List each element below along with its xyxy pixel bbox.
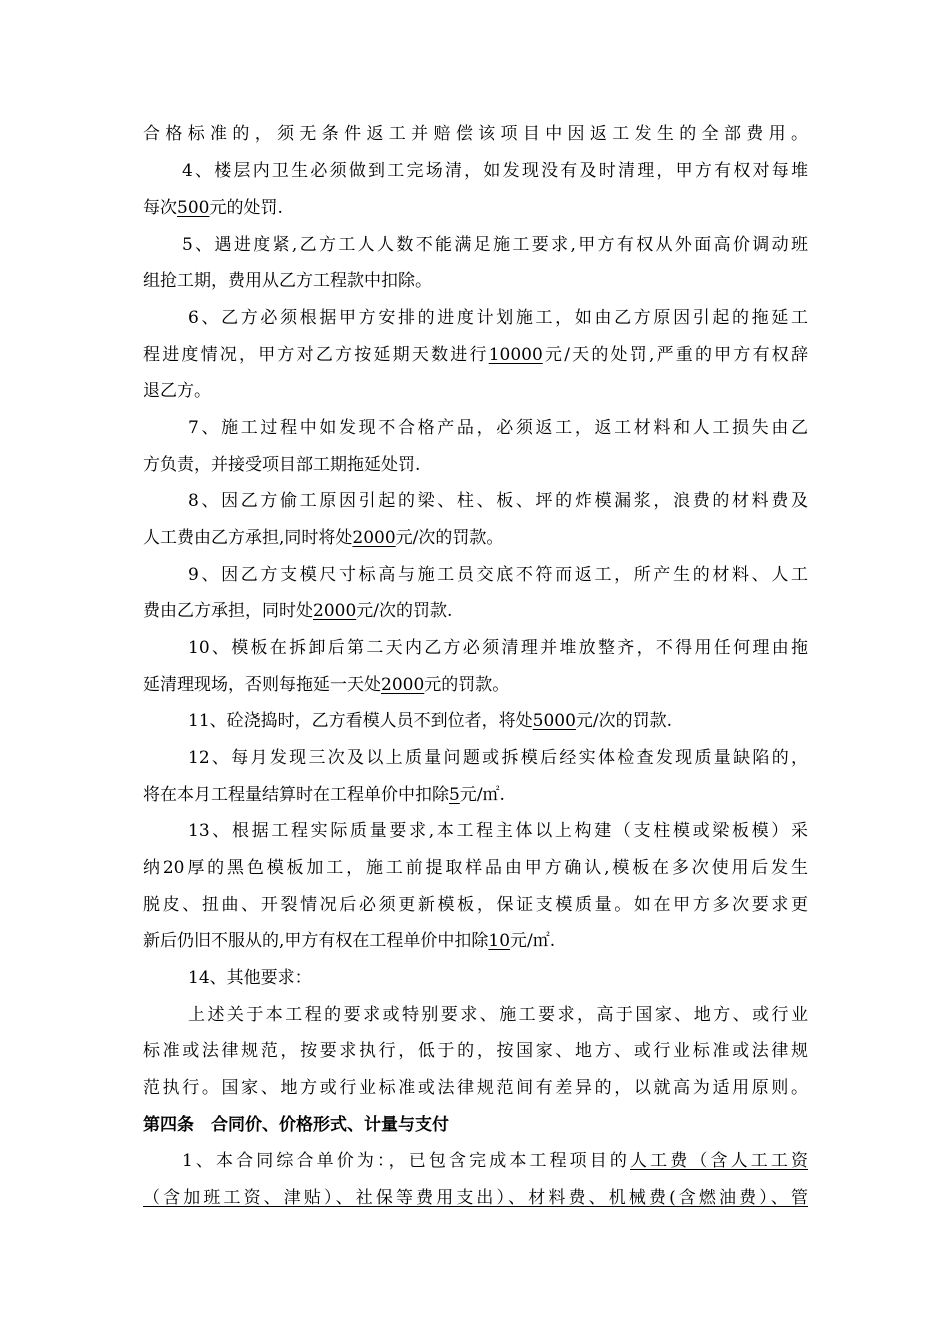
text-line: 脱皮、扭曲、开裂情况后必须更新模板，保证支模质量。如在甲方多次要求更 [143, 895, 808, 915]
penalty-amount: 2000 [381, 675, 425, 695]
clause-7-line: 7、施工过程中如发现不合格产品，必须返工，返工材料和人工损失由乙 [188, 418, 808, 438]
text-line: 范执行。国家、地方或行业标准或法律规范间有差异的，以就高为适用原则。 [143, 1078, 808, 1098]
text-line: 将在本月工程量结算时在工程单价中扣除5元/㎡. [143, 785, 505, 805]
text-line: 新后仍旧不服从的,甲方有权在工程单价中扣除10元/㎡. [143, 931, 556, 951]
text-line: 延清理现场，否则每拖延一天处2000元的罚款。 [143, 675, 510, 695]
clause-5-line: 5、遇进度紧,乙方工人人数不能满足施工要求,甲方有权从外面高价调动班 [182, 235, 808, 255]
clause-8-line: 8、因乙方偷工原因引起的梁、柱、板、坪的炸模漏浆，浪费的材料费及 [188, 491, 808, 511]
underlined-text: 人工费（含人工工资 [630, 1151, 808, 1171]
penalty-amount: 2000 [313, 601, 357, 621]
text-line: 合格标准的，须无条件返工并赔偿该项目中因返工发生的全部费用。 [143, 124, 808, 144]
text-line: 费由乙方承担，同时处2000元/次的罚款. [143, 601, 453, 621]
underlined-text: （含加班工资、津贴）、社保等费用支出）、材料费、机械费(含燃油费）、管 [143, 1188, 808, 1208]
text-line: 程进度情况，甲方对乙方按延期天数进行10000元/天的处罚,严重的甲方有权辞 [143, 345, 808, 365]
deduction-amount: 10 [488, 931, 511, 951]
text-line: 标准或法律规范，按要求执行，低于的，按国家、地方、或行业标准或法律规 [143, 1041, 808, 1061]
penalty-amount: 500 [177, 198, 210, 218]
text-line [143, 1187, 808, 1209]
section-heading: 第四条 合同价、价格形式、计量与支付 [143, 1115, 449, 1135]
text-line: 退乙方。 [143, 381, 211, 401]
text-line: 上述关于本工程的要求或特别要求、施工要求，高于国家、地方、或行业 [188, 1005, 808, 1025]
text-line: 纳20厚的黑色模板加工，施工前提取样品由甲方确认,模板在多次使用后发生 [143, 858, 808, 878]
text-line: 人工费由乙方承担,同时将处2000元/次的罚款。 [143, 528, 504, 548]
text-line: 方负责，并接受项目部工期拖延处罚. [143, 455, 421, 475]
clause-13-line: 13、根据工程实际质量要求,本工程主体以上构建（支柱模或梁板模）采 [188, 821, 808, 841]
clause-11-line: 11、砼浇捣时，乙方看模人员不到位者，将处5000元/次的罚款. [188, 711, 673, 731]
clause-6-line: 6、乙方必须根据甲方安排的进度计划施工，如由乙方原因引起的拖延工 [188, 308, 808, 328]
clause-9-line: 9、因乙方支模尺寸标高与施工员交底不符而返工，所产生的材料、人工 [188, 565, 808, 585]
clause-1-line: 1、本合同综合单价为：，已包含完成本工程项目的人工费（含人工工资 [182, 1151, 808, 1171]
text-line: 组抢工期，费用从乙方工程款中扣除。 [143, 271, 432, 291]
penalty-amount: 2000 [352, 528, 396, 548]
text-line: 每次500元的处罚. [143, 198, 283, 218]
penalty-amount: 5000 [532, 711, 576, 731]
deduction-amount: 5 [449, 785, 460, 805]
clause-10-line: 10、模板在拆卸后第二天内乙方必须清理并堆放整齐，不得用任何理由拖 [188, 638, 808, 658]
clause-14-line: 14、其他要求： [188, 968, 312, 988]
clause-12-line: 12、每月发现三次及以上质量问题或拆模后经实体检查发现质量缺陷的， [188, 748, 808, 768]
clause-4-line: 4、楼层内卫生必须做到工完场清，如发现没有及时清理，甲方有权对每堆 [182, 161, 808, 181]
penalty-amount: 10000 [488, 345, 543, 365]
